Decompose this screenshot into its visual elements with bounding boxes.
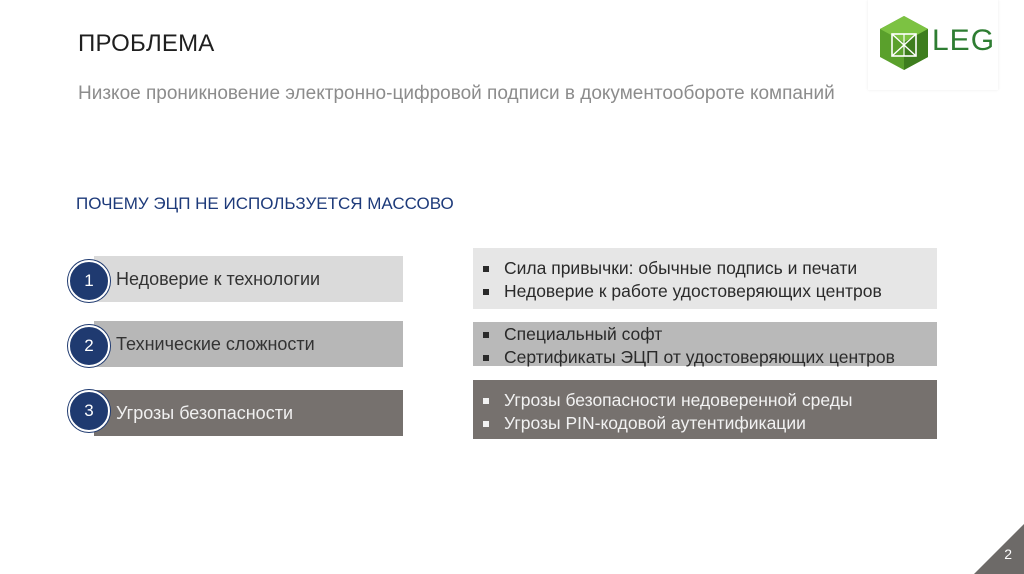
detail-box-1: [473, 248, 937, 309]
page-corner-triangle-icon: [974, 524, 1024, 574]
slide-subtitle: Низкое проникновение электронно-цифровой подписи в документообороте компаний: [78, 83, 835, 104]
square-bullet-icon: [483, 266, 489, 272]
list-item: [483, 257, 937, 280]
reason-bar-2: [94, 321, 403, 367]
list-item: [483, 346, 937, 369]
list-item: [483, 412, 937, 435]
page-number: 2: [1004, 546, 1012, 562]
bullet-text: Недоверие к работе удостоверяющих центров: [504, 281, 882, 301]
bullet-text: Угрозы PIN-кодовой аутентификации: [504, 413, 806, 433]
square-bullet-icon: [483, 355, 489, 361]
list-item: [483, 389, 937, 412]
reason-label: Недоверие к технологии: [116, 268, 321, 289]
bullet-text: Специальный софт: [504, 324, 663, 344]
reason-label: Технические сложности: [116, 333, 315, 354]
list-item: [483, 280, 937, 303]
logo: [868, 0, 998, 90]
square-bullet-icon: [483, 289, 489, 295]
reason-number-badge: 3: [68, 390, 110, 432]
bullet-text: Сертификаты ЭЦП от удостоверяющих центров: [504, 347, 895, 367]
reason-bar-1: [94, 256, 403, 302]
detail-box-3: [473, 380, 937, 439]
square-bullet-icon: [483, 398, 489, 404]
reason-bar-3: [94, 390, 403, 436]
bullet-text: Сила привычки: обычные подпись и печати: [504, 258, 858, 278]
list-item: [483, 323, 937, 346]
bullet-text: Угрозы безопасности недоверенной среды: [504, 390, 853, 410]
detail-box-2: [473, 322, 937, 366]
square-bullet-icon: [483, 421, 489, 427]
logo-text: LEG: [932, 24, 996, 57]
square-bullet-icon: [483, 332, 489, 338]
section-heading: ПОЧЕМУ ЭЦП НЕ ИСПОЛЬЗУЕТСЯ МАССОВО: [76, 194, 454, 213]
reason-label: Угрозы безопасности: [116, 402, 293, 423]
reason-number-badge: 1: [68, 260, 110, 302]
page-corner: [974, 524, 1024, 574]
green-cube-logo-icon: [878, 14, 930, 72]
slide-title: ПРОБЛЕМА: [78, 30, 215, 57]
reason-number-badge: 2: [68, 325, 110, 367]
